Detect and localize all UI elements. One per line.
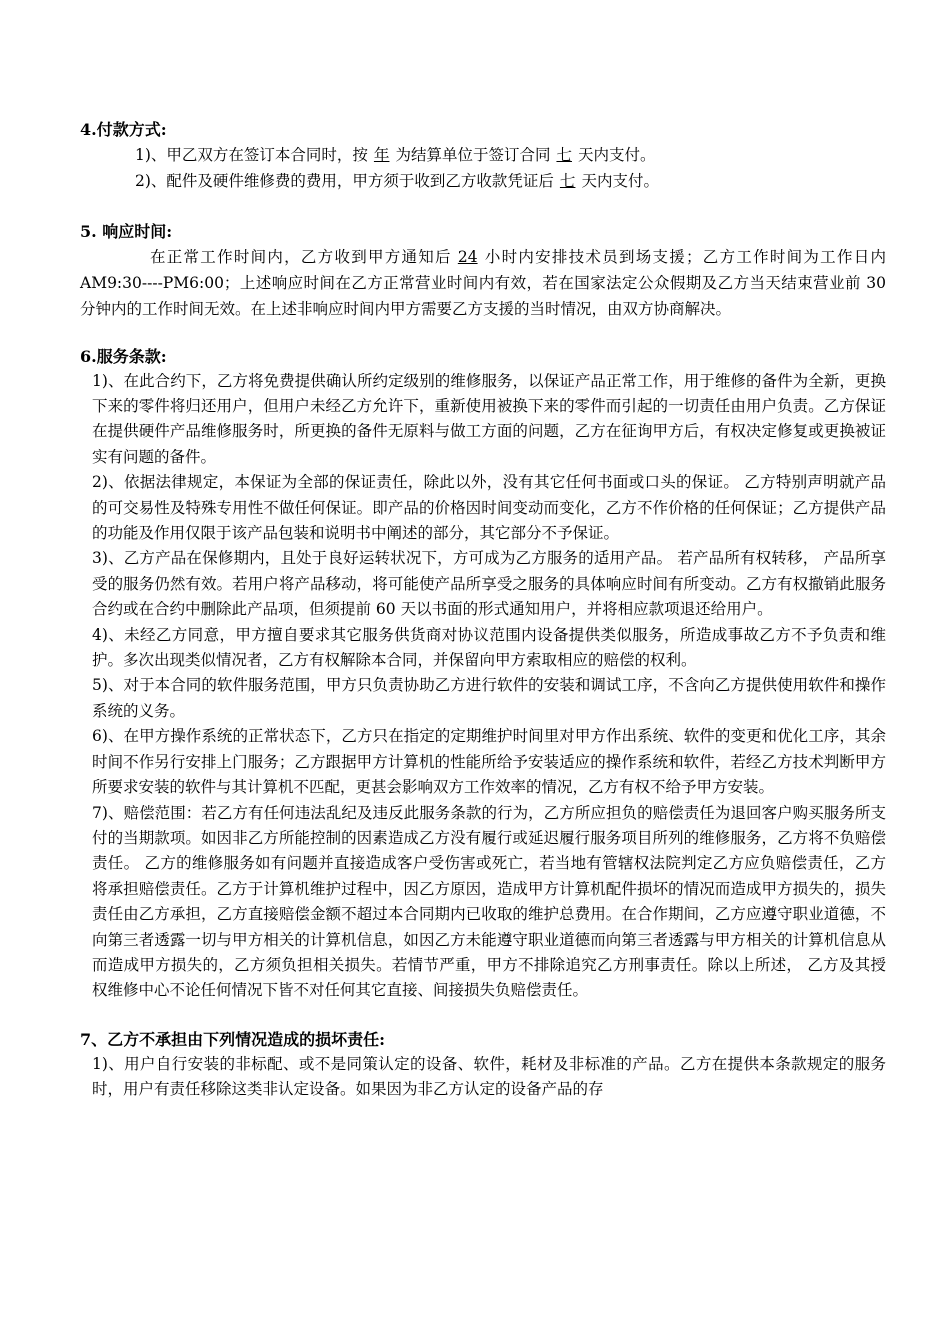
service-clause-4: 4)、未经乙方同意，甲方擅自要求其它服务供货商对协议范围内设备提供类似服务，所造成事故乙方不予负责和维护。多次出现类似情况者，乙方有权解除本合同，并保留向甲方索取相应的赔偿的权利。	[92, 625, 886, 670]
payment-clause-2	[80, 168, 886, 194]
payment-days-blank: 七	[556, 146, 572, 164]
response-text-c: 小时内安排技术员到场支援；乙方工作时间为工作日内 AM9:30----PM6:00；上述响应时间在乙方正常营业时间内有效，若在国家法定公众假期及乙方当天结束营业前 30 分钟内的工作时间无效。在上述非响应时间内甲方需要乙方支援的当时情况，由双方协商解决。	[80, 248, 886, 319]
response-text-a: 在正常工作时间内，乙方收到甲方通知后	[150, 248, 452, 266]
payment-clause-2-text-a: 2)、配件及硬件维修费的费用，甲方须于收到乙方收款凭证后	[135, 172, 554, 190]
section-4-heading: 4.付款方式:	[80, 120, 167, 139]
payment-clause-2-text-c: 天内支付。	[581, 172, 659, 190]
service-clause-1: 1)、在此合约下，乙方将免费提供确认所约定级别的维修服务，以保证产品正常工作，用于维修的备件为全新，更换下来的零件将归还用户，但用户未经乙方允许下，重新使用被换下来的零件而引起的一切责任由用户负责。乙方保证在提供硬件产品维修服务时，所更换的备件无原料与做工方面的问题，乙方在征询甲方后，有权决定修复或更换被证实有问题的备件。	[92, 371, 886, 466]
service-clause-7: 7)、赔偿范围：若乙方有任何违法乱纪及违反此服务条款的行为，乙方所应担负的赔偿责任为退回客户购买服务所支付的当期款项。如因非乙方所能控制的因素造成乙方没有履行或延迟履行服务项目所列的维修服务，乙方将不负赔偿责任。 乙方的维修服务如有问题并直接造成客户受伤害或死亡，若当地有管辖权法院判定乙方应负赔偿责任，乙方将承担赔偿责任。乙方于计算机维护过程中，因乙方原因，造成甲方计算机配件损坏的情况而造成甲方损失的，损失责任由乙方承担，乙方直接赔偿金额不超过本合同期内已收取的维护总费用。在合作期间，乙方应遵守职业道德，不向第三者透露一切与甲方相关的计算机信息，如因乙方未能遵守职业道德而向第三者透露与甲方相关的计算机信息从而造成甲方损失的，乙方须负担相关损失。若情节严重，甲方不排除追究乙方刑事责任。除以上所述， 乙方及其授权维修中心不论任何情况下皆不对任何其它直接、间接损失负赔偿责任。	[92, 803, 886, 1000]
service-clause-3: 3)、乙方产品在保修期内，且处于良好运转状况下，方可成为乙方服务的适用产品。 若产品所有权转移， 产品所享受的服务仍然有效。若用户将产品移动，将可能使产品所享受之服务的具体响应时间有所变动。乙方有权撤销此服务合约或在合约中删除此产品项，但须提前 60 天以书面的形式通知用户，并将相应款项退还给用户。	[92, 549, 886, 619]
service-clause-2: 2)、依据法律规定，本保证为全部的保证责任，除此以外，没有其它任何书面或口头的保证。 乙方特别声明就产品的可交易性及特殊专用性不做任何保证。即产品的价格因时间变动而变化，乙方不作价格的任何保证；乙方提供产品的功能及作用仅限于该产品包装和说明书中阐述的部分，其它部分不予保证。	[92, 473, 886, 543]
payment-clause-1-text-a: 1)、甲乙双方在签订本合同时，按	[135, 146, 368, 164]
response-time-paragraph	[80, 244, 886, 323]
section-7-heading: 7、乙方不承担由下列情况造成的损坏责任:	[80, 1029, 386, 1049]
payment-clause-1	[80, 142, 886, 168]
section-6-heading: 6.服务条款:	[80, 346, 167, 366]
payment-clause-1-text-d: 天内支付。	[577, 146, 656, 164]
contract-page	[80, 118, 886, 1103]
response-hours-blank: 24	[457, 248, 478, 266]
service-clause-5: 5)、对于本合同的软件服务范围，甲方只负责协助乙方进行软件的安装和调试工序，不含向乙方提供使用软件和操作系统的义务。	[92, 676, 886, 720]
settlement-unit-blank: 年	[373, 146, 390, 164]
repair-fee-days-blank: 七	[559, 172, 576, 190]
service-clause-6: 6)、在甲方操作系统的正常状态下，乙方只在指定的定期维护时间里对甲方作出系统、软件的变更和优化工序，其余时间不作另行安排上门服务；乙方跟据甲方计算机的性能所给予安装适应的操作系统和软件，若经乙方技术判断甲方所要求安装的软件与其计算机不匹配，更甚会影响双方工作效率的情况，乙方有权不给予甲方安装。	[92, 727, 886, 797]
section-5-heading: 5. 响应时间:	[80, 222, 173, 241]
exclusion-clause-1: 1)、用户自行安装的非标配、或不是同策认定的设备、软件，耗材及非标准的产品。乙方在提供本条款规定的服务时，用户有责任移除这类非认定设备。如果因为非乙方认定的设备产品的存	[92, 1054, 886, 1099]
payment-clause-1-text-c: 为结算单位于签订合同	[395, 146, 551, 164]
